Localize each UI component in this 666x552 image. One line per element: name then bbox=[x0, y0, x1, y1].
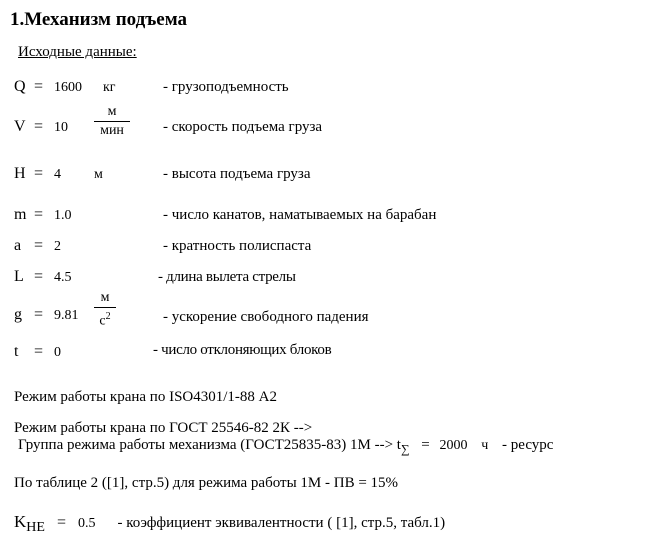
khe-eq: = bbox=[56, 514, 66, 531]
param-value: 2 bbox=[54, 239, 61, 254]
param-unit-fraction bbox=[94, 290, 116, 330]
param-desc: - грузоподъемность bbox=[163, 79, 289, 95]
param-eq: = bbox=[34, 78, 44, 95]
param-desc: - кратность полиспаста bbox=[163, 238, 312, 254]
unit-exponent: 2 bbox=[105, 311, 111, 322]
page-title: 1.Механизм подъема bbox=[10, 9, 188, 30]
param-name: a bbox=[14, 237, 22, 254]
mode-iso-line: Режим работы крана по ISO4301/1-88 А2 bbox=[14, 389, 277, 405]
param-value: 10 bbox=[54, 120, 68, 135]
param-name: g bbox=[14, 306, 22, 323]
fraction-bar bbox=[94, 121, 130, 122]
param-desc: - длина вылета стрелы bbox=[158, 269, 296, 285]
unit-denominator: мин bbox=[100, 123, 124, 138]
mode-group-desc: - ресурс bbox=[502, 437, 554, 453]
param-eq: = bbox=[34, 165, 44, 182]
khe-desc: - коэффициент эквивалентности ( [1], стр.5, табл.1) bbox=[117, 515, 446, 531]
param-value: 4.5 bbox=[54, 270, 72, 285]
param-eq: = bbox=[34, 343, 44, 360]
param-eq: = bbox=[34, 306, 44, 323]
param-unit-fraction bbox=[94, 104, 130, 139]
mode-group-unit: ч bbox=[481, 438, 489, 453]
pv-line: По таблице 2 ([1], стр.5) для режима работы 1М - ПВ = 15% bbox=[14, 475, 399, 491]
param-desc: - ускорение свободного падения bbox=[163, 309, 369, 325]
khe-value: 0.5 bbox=[77, 516, 96, 531]
param-desc: - число отклоняющих блоков bbox=[153, 342, 332, 358]
param-unit: кг bbox=[103, 80, 116, 95]
param-unit: м bbox=[94, 167, 103, 182]
param-eq: = bbox=[34, 268, 44, 285]
unit-numerator: м bbox=[100, 290, 110, 305]
mode-group-line bbox=[18, 437, 553, 457]
param-name: t bbox=[14, 343, 19, 360]
param-value: 0 bbox=[54, 345, 61, 360]
mode-group-subscript: ∑ bbox=[400, 442, 410, 456]
mode-group-value: 2000 bbox=[439, 438, 468, 453]
fraction-bar bbox=[94, 307, 116, 308]
param-eq: = bbox=[34, 237, 44, 254]
unit-numerator: м bbox=[107, 104, 117, 119]
param-name: m bbox=[14, 206, 27, 223]
mode-gost-line: Режим работы крана по ГОСТ 25546-82 2К --> bbox=[14, 420, 313, 436]
param-value: 4 bbox=[54, 167, 61, 182]
param-desc: - число канатов, наматываемых на барабан bbox=[163, 207, 437, 223]
param-desc: - высота подъема груза bbox=[163, 166, 311, 182]
param-name: L bbox=[14, 268, 24, 285]
khe-subscript: HE bbox=[26, 520, 45, 536]
param-eq: = bbox=[34, 118, 44, 135]
mode-group-eq: = bbox=[421, 437, 430, 453]
param-name: V bbox=[14, 118, 26, 135]
section-subtitle: Исходные данные: bbox=[18, 44, 137, 60]
param-name: Q bbox=[14, 78, 26, 95]
mode-group-text: Группа режима работы механизма (ГОСТ25835-83) 1М --> t bbox=[18, 437, 401, 453]
param-eq: = bbox=[34, 206, 44, 223]
param-desc: - скорость подъема груза bbox=[163, 119, 323, 135]
unit-denominator-base: с bbox=[99, 313, 106, 329]
param-value: 1600 bbox=[54, 80, 82, 95]
param-value: 9.81 bbox=[54, 308, 79, 323]
unit-denominator bbox=[99, 309, 110, 330]
khe-row bbox=[14, 512, 445, 536]
khe-name: K bbox=[14, 512, 27, 531]
param-name: H bbox=[14, 165, 26, 182]
param-value: 1.0 bbox=[54, 208, 72, 223]
